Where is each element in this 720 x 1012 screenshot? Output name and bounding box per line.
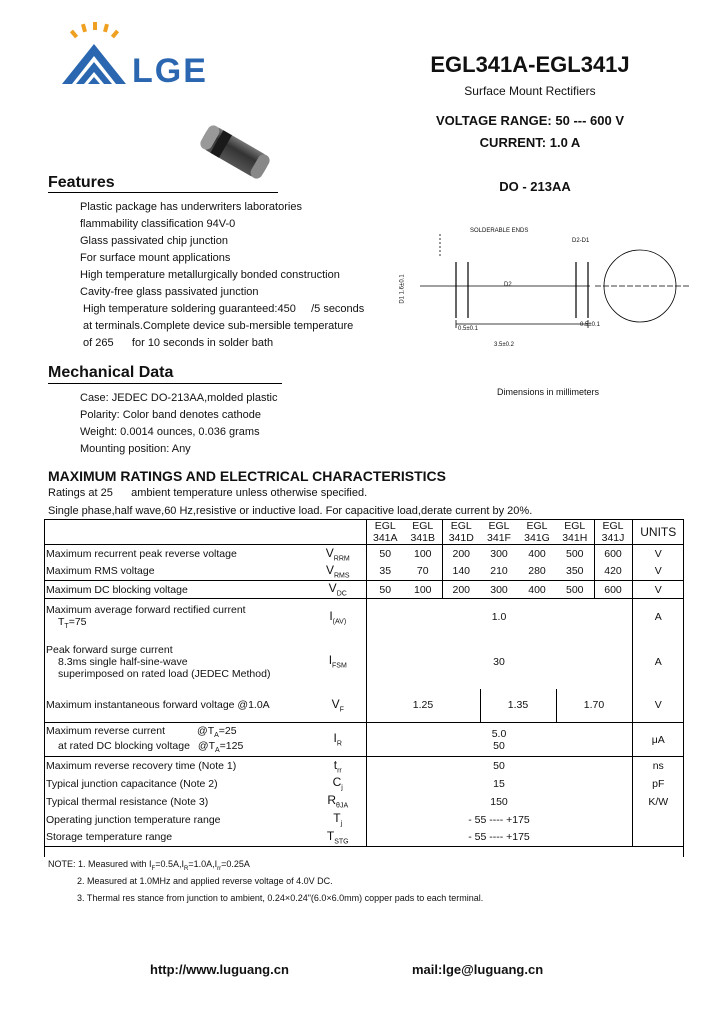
ratings-note-1: Ratings at 25 ambient temperature unless otherwise specified.	[48, 487, 368, 499]
part-col: EGL 341A	[366, 520, 404, 545]
feature-item: High temperature metallurgically bonded construction	[80, 269, 340, 281]
part-col: EGL 341D	[442, 520, 480, 545]
table-row: Maximum average forward rectified current $T_T=75$ $I_{(AV)}$ 1.0 A	[44, 599, 684, 635]
part-col: EGL 341J	[594, 520, 632, 545]
part-col: EGL 341H	[556, 520, 594, 545]
table-row: Storage temperature range $T_{STG}$ - 55 ---- +175	[44, 829, 684, 847]
length-dim: 3.5±0.2	[494, 342, 514, 348]
voltage-range: VOLTAGE RANGE: 50 --- 600 V	[435, 113, 625, 128]
table-row: Maximum DC blocking voltage $V_{DC}$ 50 100 200 300 400 500 600 V	[44, 581, 684, 599]
logo-text: LGE	[132, 52, 208, 90]
note-1: NOTE: 1. Measured with $I_F=0.5A,I_R=1.0A,I_{rr}=0.25A$	[48, 859, 250, 872]
part-col: EGL 341F	[480, 520, 518, 545]
note-2: 2. Measured at 1.0MHz and applied reverse voltage of 4.0V DC.	[77, 876, 333, 886]
feature-item: Cavity-free glass passivated junction	[80, 286, 259, 298]
d2d1-label: D2-D1	[572, 238, 590, 244]
feature-item: Glass passivated chip junction	[80, 235, 228, 247]
feature-item: High temperature soldering guaranteed:450 /5 seconds	[83, 303, 365, 315]
footer-url[interactable]: http://www.luguang.cn	[150, 962, 289, 977]
note-3: 3. Thermal res stance from junction to ambient, 0.24×0.24"(6.0×6.0mm) copper pads to each terminal.	[77, 893, 484, 903]
feature-item: at terminals.Complete device sub-mersible temperature	[83, 320, 354, 332]
company-logo	[58, 22, 130, 90]
footer-mail[interactable]: mail:lge@luguang.cn	[412, 962, 544, 977]
features-list	[80, 199, 364, 352]
part-col: EGL 341G	[518, 520, 556, 545]
d2-label: D2	[504, 282, 512, 288]
diode-image	[190, 112, 280, 192]
characteristics-table	[44, 519, 684, 847]
table-row: Maximum RMS voltage $V_{RMS}$ 35 70 140 210 280 350 420 V	[44, 563, 684, 581]
mechanical-item: Mounting position: Any	[80, 443, 191, 455]
feature-item: of 265 for 10 seconds in solder bath	[83, 337, 274, 349]
package-name: DO - 213AA	[499, 179, 571, 194]
feature-item: For surface mount applications	[80, 252, 231, 264]
features-divider	[48, 192, 278, 193]
end-dim-left: 0.5±0.1	[458, 326, 478, 332]
table-row: Maximum instantaneous forward voltage @1.0A $V_F$ 1.25 1.35 1.70 V	[44, 689, 684, 723]
part-range-title: EGL341A-EGL341J	[430, 52, 630, 77]
features-title: Features	[48, 174, 115, 191]
ratings-title: MAXIMUM RATINGS AND ELECTRICAL CHARACTERISTICS	[48, 468, 446, 484]
dimensions-caption: Dimensions in millimeters	[497, 387, 600, 397]
ratings-note-2: Single phase,half wave,60 Hz,resistive or inductive load. For capacitive load,derate current by 20%.	[48, 505, 533, 517]
mechanical-list	[80, 390, 277, 458]
feature-item: flammability classification 94V-0	[80, 218, 236, 230]
feature-item: Plastic package has underwriters laboratories	[80, 201, 302, 213]
d1-label: D1 1.6±0.1	[399, 274, 406, 304]
current-rating: CURRENT: 1.0 A	[479, 135, 581, 150]
part-col: EGL 341B	[404, 520, 442, 545]
units-header: UNITS	[632, 520, 684, 545]
table-right-border	[683, 519, 684, 857]
mechanical-title: Mechanical Data	[48, 364, 174, 381]
mechanical-item: Case: JEDEC DO-213AA,molded plastic	[80, 392, 278, 404]
mechanical-item: Weight: 0.0014 ounces, 0.036 grams	[80, 426, 260, 438]
solderable-label: SOLDERABLE ENDS	[470, 228, 529, 234]
dimension-drawing	[400, 222, 700, 362]
table-row: Typical thermal resistance (Note 3) $R_{\theta JA}$ 150 K/W	[44, 793, 684, 811]
end-dim-right: 0.5±0.1	[580, 322, 600, 328]
product-subtitle: Surface Mount Rectifiers	[464, 84, 596, 98]
table-row: Peak forward surge current 8.3ms single half-sine-wave superimposed on rated load (JEDEC Method) $I_{FSM}$ 30 A	[44, 635, 684, 689]
table-row: Maximum reverse recovery time (Note 1) $t_{rr}$ 50 ns	[44, 757, 684, 775]
table-row: Maximum reverse current $@T_A=25$ at rated DC blocking voltage $@T_A=125$ $I_R$ 5.0 50 μA	[44, 723, 684, 757]
table-row: Typical junction capacitance (Note 2) $C_j$ 15 pF	[44, 775, 684, 793]
table-row: Maximum recurrent peak reverse voltage $V_{RRM}$ 50 100 200 300 400 500 600 V	[44, 545, 684, 563]
mechanical-divider	[48, 383, 282, 384]
table-header-row	[44, 520, 684, 545]
logo-mark-icon	[58, 22, 130, 90]
mechanical-item: Polarity: Color band denotes cathode	[80, 409, 262, 421]
table-row: Operating junction temperature range $T_j$ - 55 ---- +175	[44, 811, 684, 829]
table-left-border	[44, 519, 45, 857]
